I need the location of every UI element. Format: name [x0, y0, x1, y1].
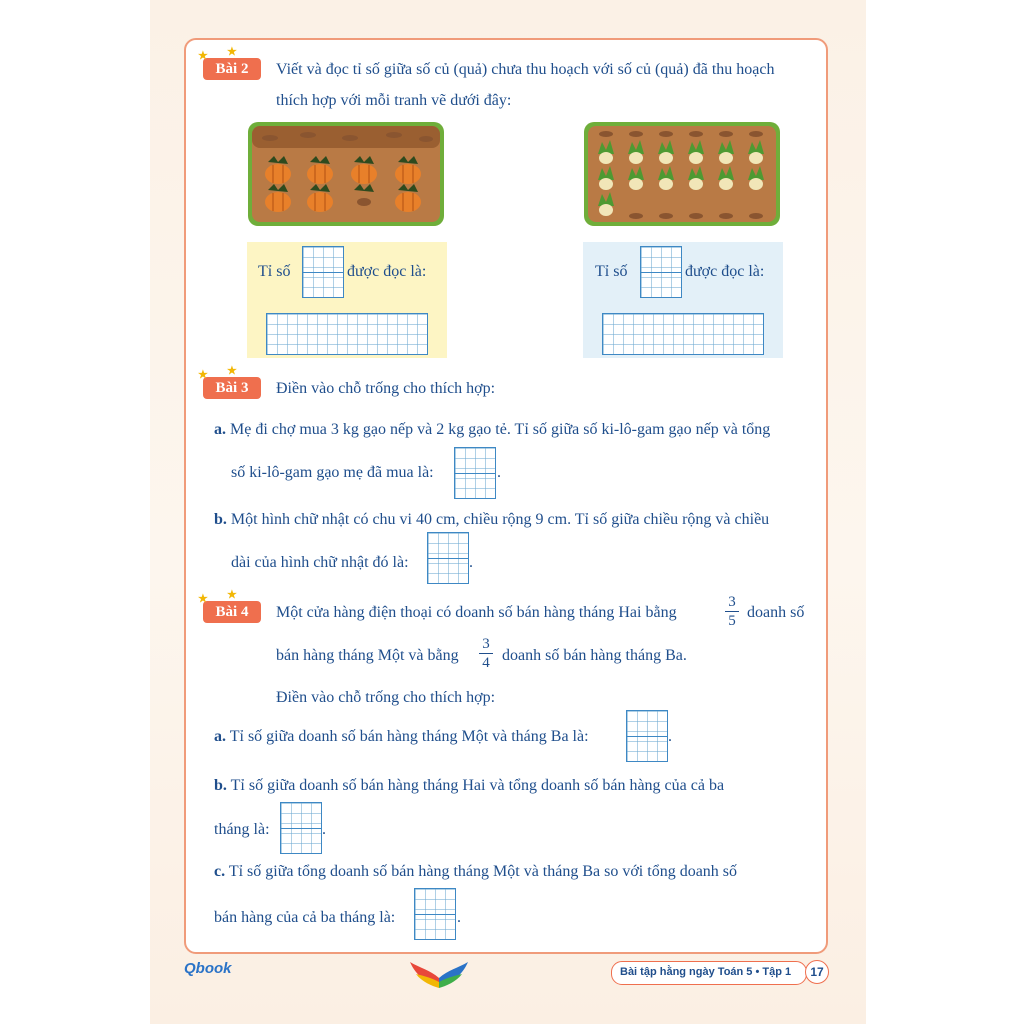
panel-left-reading-field[interactable] [266, 313, 428, 355]
bai4-b-period: . [322, 821, 326, 838]
bai4-b-answer-field[interactable] [280, 802, 322, 854]
bai3-a-text1: Mẹ đi chợ mua 3 kg gạo nếp và 2 kg gạo tẻ. Tỉ số giữa số ki-lô-gam gạo nếp và tổng [230, 421, 771, 438]
bai4-c-answer-field[interactable] [414, 888, 456, 940]
pumpkin-garden-image [248, 122, 444, 226]
bai3-badge-label: Bài 3 [215, 380, 249, 396]
bai4-line2a: bán hàng tháng Một và bằng [276, 647, 459, 664]
bai2-line2: thích hợp với mỗi tranh vẽ dưới đây: [276, 92, 512, 109]
bai4-b-text1: Tỉ số giữa doanh số bán hàng tháng Hai và tổng doanh số bán hàng của cả ba [230, 777, 725, 794]
bai4-line1a: Một cửa hàng điện thoại có doanh số bán hàng tháng Hai bằng [276, 604, 677, 621]
bai4-a-period: . [668, 728, 672, 745]
bai4-b-line1 [214, 776, 724, 796]
panel-right-ratio-label: Tỉ số [595, 263, 628, 280]
bai3-a-answer-field[interactable] [454, 447, 496, 499]
radish-garden-image [584, 122, 780, 226]
bai3-b-text1: Một hình chữ nhật có chu vi 40 cm, chiều rộng 9 cm. Tỉ số giữa chiều rộng và chiều [230, 511, 770, 528]
fraction-three-quarters [479, 636, 493, 671]
page-number: 17 [805, 960, 829, 984]
panel-left-ratio-field[interactable] [302, 246, 344, 298]
bai3-b-answer-field[interactable] [427, 532, 469, 584]
bai4-c-line1 [214, 862, 737, 882]
bai3-b-marker: b. [214, 511, 227, 528]
fraction-numerator: 3 [728, 594, 736, 610]
fraction-three-fifths [725, 594, 739, 629]
bai3-a-line2: số ki-lô-gam gạo mẹ đã mua là: [231, 464, 434, 481]
bai3-a-line1 [214, 420, 770, 440]
star-icon: ★ [227, 365, 237, 377]
bai4-b-marker: b. [214, 777, 227, 794]
footer-title: Bài tập hằng ngày Toán 5 • Tập 1 [620, 966, 792, 978]
pumpkin-garden-drawing [248, 122, 444, 226]
bai3-badge [198, 365, 261, 399]
panel-left-read-label: được đọc là: [347, 263, 427, 280]
fraction-denominator: 5 [728, 613, 736, 629]
bai4-b-line2: tháng là: [214, 821, 270, 838]
bai4-c-period: . [457, 909, 461, 926]
bai4-c-marker: c. [214, 863, 226, 880]
fraction-numerator: 3 [482, 636, 490, 652]
bai4-badge-label: Bài 4 [215, 604, 249, 620]
bai4-c-line2: bán hàng của cả ba tháng là: [214, 909, 396, 926]
bai3-a-period: . [497, 464, 501, 481]
bai2-line1: Viết và đọc tỉ số giữa số củ (quả) chưa thu hoạch với số củ (quả) đã thu hoạch [276, 61, 775, 78]
bai4-line2b: doanh số bán hàng tháng Ba. [502, 647, 687, 664]
bai4-intro: Điền vào chỗ trống cho thích hợp: [276, 689, 496, 706]
radish-garden-drawing [584, 122, 780, 226]
panel-right-ratio-field[interactable] [640, 246, 682, 298]
bai4-a-answer-field[interactable] [626, 710, 668, 762]
bai3-b-period: . [469, 554, 473, 571]
star-icon: ★ [227, 589, 237, 601]
bai4-c-text1: Tỉ số giữa tổng doanh số bán hàng tháng Một và tháng Ba so với tổng doanh số [228, 863, 738, 880]
star-icon: ★ [198, 593, 208, 605]
qbook-logo: Qbook [184, 960, 232, 977]
panel-right-read-label: được đọc là: [685, 263, 765, 280]
bai3-a-marker: a. [214, 421, 226, 438]
bai2-badge [198, 46, 261, 80]
panel-right-reading-field[interactable] [602, 313, 764, 355]
bai4-badge [198, 589, 261, 623]
bai4-a-text: Tỉ số giữa doanh số bán hàng tháng Một và tháng Ba là: [229, 728, 589, 745]
fraction-denominator: 4 [482, 655, 490, 671]
bai2-badge-label: Bài 2 [215, 61, 249, 77]
star-icon: ★ [198, 369, 208, 381]
star-icon: ★ [198, 50, 208, 62]
wings-logo-icon [408, 958, 470, 992]
bai3-b-line2: dài của hình chữ nhật đó là: [231, 554, 409, 571]
bai3-intro: Điền vào chỗ trống cho thích hợp: [276, 380, 496, 397]
panel-left-ratio-label: Tỉ số [258, 263, 291, 280]
bai4-a-marker: a. [214, 728, 226, 745]
bai4-a-line [214, 727, 589, 747]
star-icon: ★ [227, 46, 237, 58]
bai4-line1b: doanh số [747, 604, 805, 621]
bai3-b-line1 [214, 510, 769, 530]
